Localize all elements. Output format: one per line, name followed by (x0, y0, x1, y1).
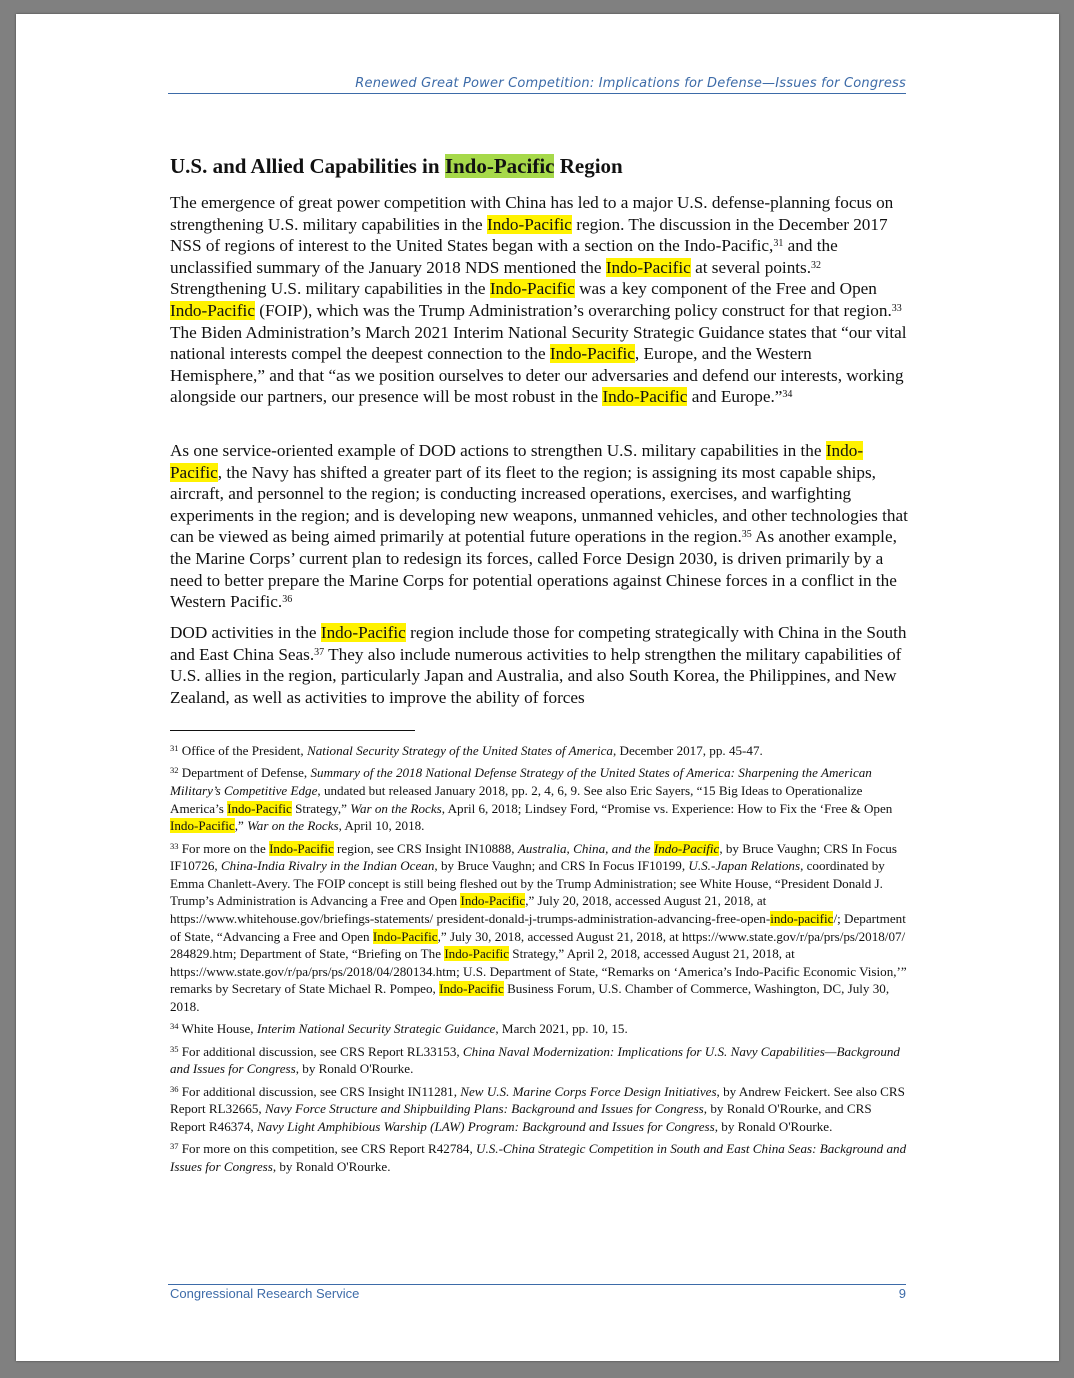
italic-title: Navy Light Amphibious Warship (LAW) Program: Background and Issues for Congress (256, 1118, 715, 1134)
footer-rule (168, 1284, 906, 1285)
highlighted-term: Indo-Pacific (549, 344, 635, 364)
text-run: As another example, the Marine Corps’ current plan to redesign its forces, called Force Design 2030, is driven primarily by a need to better prepare the Marine Corps for potential operations against Chinese forces in a conflict in the Western Pacific. (170, 527, 897, 612)
footer-publisher: Congressional Research Service (170, 1286, 360, 1301)
highlighted-term: Indo-Pacific (605, 257, 691, 277)
text-run: at several points. (690, 257, 812, 277)
footnote-ref: 34 (782, 389, 793, 401)
footnotes (170, 742, 910, 1180)
italic-title: China-India Rivalry in the Indian Ocean (220, 858, 435, 874)
italic-title: War on the Rocks (350, 800, 442, 816)
footnote-number: 36 (170, 1083, 179, 1094)
text-run: , December 2017, pp. 45-47. (612, 743, 763, 758)
text-run: , coordinated by Emma Chanlett-Avery. The FOIP concept is still being fleshed out by the Trump Administration; see White House, “President Donald J. Trump’s Administration is Advancing a Free and Open (170, 858, 885, 909)
running-header: Renewed Great Power Competition: Implications for Defense—Issues for Congress (355, 76, 906, 91)
highlighted-term: Indo-Pacific (227, 800, 292, 816)
highlighted-term: Indo-Pacific (320, 623, 406, 642)
footnote-ref: 37 (314, 646, 325, 658)
text-run: ,” (234, 818, 248, 834)
text-run: , by Ronald O'Rourke, and CRS Report R46374, (170, 1101, 872, 1134)
document-page (16, 14, 1059, 1361)
text-run: For additional discussion, see CRS Report RL33153, (178, 1043, 463, 1059)
text-run: , by Ronald O'Rourke. (272, 1158, 391, 1174)
text-run: They also include numerous activities to help strengthen the military capabilities of U.S. allies in the region, particularly Japan and Australia, and also South Korea, the Philippines, and New Zealand, as well as activities to improve the ability of forces (170, 644, 902, 707)
italic-title: National Security Strategy of the United States of America (306, 743, 613, 758)
text-run: Strategy,” April 2, 2018, accessed August 21, 2018, at https://www.state.gov/r/pa/prs/ps/2018/04/280134.htm; U.S. Department of State, “Remarks on ‘America’s Indo-Pacific Economic Vision,’” remarks by Secretary of State Michael R. Pompeo, (170, 946, 907, 997)
text-run: As one service-oriented example of DOD actions to strengthen U.S. military capabilities in the (170, 441, 826, 460)
text-run: , April 10, 2018. (338, 818, 425, 834)
footnote-35 (170, 1043, 910, 1078)
italic-title: War on the Rocks (247, 818, 339, 834)
footnote-34 (170, 1020, 910, 1038)
text-run: White House, (178, 1021, 257, 1037)
footnote-33 (170, 840, 910, 1016)
text-run: For additional discussion, see CRS Insight IN11281, (178, 1083, 461, 1099)
text-run: DOD activities in the (170, 623, 321, 642)
footnote-number: 35 (170, 1043, 179, 1054)
page-number: 9 (898, 1286, 906, 1301)
text-run: region include those for competing strategically with China in the South and East China Seas. (170, 623, 907, 664)
text-run: Department of Defense, (178, 765, 311, 781)
text-run: The Biden Administration’s March 2021 Interim National Security Strategic Guidance states that “our vital national interests compel the deepest connection to the (170, 322, 907, 364)
footnote-ref: 31 (773, 238, 784, 250)
footnote-number: 32 (170, 765, 179, 776)
highlighted-term: Indo-Pacific (489, 279, 575, 299)
text-run: ,” July 20, 2018, accessed August 21, 2018, at https://www.whitehouse.gov/briefings-statements/ president-donald-j-trumps-administration-advancing-free-open- (170, 893, 771, 926)
footnote-ref: 32 (811, 259, 822, 271)
section-heading-prefix: U.S. and Allied Capabilities in (170, 154, 445, 178)
text-run: For more on this competition, see CRS Report R42784, (178, 1141, 477, 1157)
text-run: , April 6, 2018; Lindsey Ford, “Promise vs. Experience: How to Fix the ‘Free & Open (441, 800, 893, 816)
footnote-separator (170, 730, 415, 731)
section-heading-suffix: Region (554, 154, 623, 178)
text-run: ,” July 30, 2018, accessed August 21, 2018, at https://www.state.gov/r/pa/prs/ps/2018/07/ 284829.htm; Department of State, “Briefing on The (170, 928, 906, 962)
italic-title: Australia, China, and the (517, 840, 654, 856)
italic-title: New U.S. Marine Corps Force Design Initiatives (460, 1083, 717, 1099)
footnote-ref: 36 (282, 594, 293, 606)
text-run: , by Bruce Vaughn; and CRS In Focus IF10199, (434, 858, 689, 874)
text-run: , Europe, and the Western Hemisphere,” and that “as we position ourselves to deter our adversaries and defend our interests, working alongside our partners, our presence will be most robust in the (170, 344, 904, 407)
highlighted-term: Indo-Pacific (486, 214, 572, 234)
text-run: Business Forum, U.S. Chamber of Commerce, Washington, DC, July 30, 2018. (170, 981, 890, 1014)
italic-title: U.S.-China Strategic Competition in South and East China Seas: Background and Issues for Congress (170, 1141, 907, 1174)
highlighted-term: Indo-Pacific (460, 893, 526, 909)
text-run: , undated but released January 2018, pp. 2, 4, 6, 9. See also Eric Sayers, “15 Big Ideas to Operationalize America’s (170, 782, 863, 816)
text-run: was a key component of the Free and Open (574, 279, 877, 299)
text-run: (FOIP), which was the Trump Administration’s overarching policy construct for that region. (254, 300, 892, 320)
highlighted-term: Indo-Pacific (439, 981, 504, 997)
text-run: region, see CRS Insight IN10888, (333, 840, 518, 856)
footnote-36 (170, 1083, 910, 1136)
text-run: Office of the President, (178, 743, 307, 758)
footnote-number: 37 (170, 1141, 179, 1152)
italic-title: U.S.-Japan Relations (688, 858, 801, 874)
italic-title: Interim National Security Strategic Guidance (256, 1021, 496, 1037)
footnote-ref: 33 (891, 302, 902, 314)
highlighted-term: Indo-Pacific (170, 818, 235, 834)
footnote-ref: 35 (741, 529, 752, 541)
italic-title: China Naval Modernization: Implications for U.S. Navy Capabilities—Background and Issues for Congress (170, 1043, 900, 1077)
highlighted-term: Indo-Pacific (444, 946, 510, 962)
text-run: , by Ronald O'Rourke. (295, 1061, 414, 1077)
footnote-32 (170, 764, 910, 834)
text-run: and Europe.” (687, 387, 783, 407)
text-run: and the unclassified summary of the January 2018 NDS mentioned the (170, 236, 838, 277)
text-run: Strategy,” (291, 800, 351, 816)
text-run: /; Department of State, “Advancing a Free and Open (170, 910, 906, 944)
section-heading (170, 154, 623, 179)
text-run: region. The discussion in the December 2017 NSS of regions of interest to the United States began with a section on the Indo-Pacific, (170, 214, 888, 256)
text-run: Strengthening U.S. military capabilities in the (170, 279, 490, 299)
italic-title: Summary of the 2018 National Defense Strategy of the United States of America: Sharpening the American Military’s Competitive Edge (170, 765, 872, 798)
text-run: For more on the (178, 840, 270, 856)
footnote-number: 31 (170, 743, 179, 753)
footnote-31 (170, 742, 910, 760)
highlighted-term: Indo-Pacific (170, 300, 255, 320)
highlighted-term: Indo-Pacific (269, 840, 334, 856)
text-run: , by Ronald O'Rourke. (714, 1118, 833, 1134)
body-paragraph-2 (170, 440, 910, 613)
text-run: , by Bruce Vaughn; CRS In Focus IF10726, (170, 840, 897, 874)
section-heading-highlight: Indo-Pacific (444, 154, 555, 178)
text-run: , by Andrew Feickert. See also CRS Report RL32665, (170, 1083, 905, 1117)
italic-title: Navy Force Structure and Shipbuilding Plans: Background and Issues for Congress (264, 1101, 704, 1117)
footnote-number: 34 (170, 1021, 179, 1032)
footnote-number: 33 (170, 840, 179, 851)
body-paragraph-3 (170, 622, 910, 708)
highlighted-term: Indo-Pacific (372, 928, 438, 944)
header-rule (168, 93, 906, 94)
text-run: , March 2021, pp. 10, 15. (495, 1021, 628, 1037)
footnote-37 (170, 1140, 910, 1175)
highlighted-term: Indo-Pacific (653, 840, 720, 856)
text-run: The emergence of great power competition with China has led to a major U.S. defense-planning focus on strengthening U.S. military capabilities in the (170, 193, 894, 234)
body-paragraph-1 (170, 192, 910, 408)
highlighted-term: Indo-Pacific (602, 387, 688, 407)
text-run: , the Navy has shifted a greater part of its fleet to the region; is assigning its most capable ships, aircraft, and personnel to the region; is conducting increased operations, exercises, and warfighting experiments in the region; and is developing new weapons, unmanned vehicles, and other technologies that can be viewed as being aimed primarily at potential future operations in the region. (170, 462, 908, 547)
highlighted-term: Indo-Pacific (170, 441, 864, 482)
highlighted-term: indo-pacific (770, 910, 834, 926)
